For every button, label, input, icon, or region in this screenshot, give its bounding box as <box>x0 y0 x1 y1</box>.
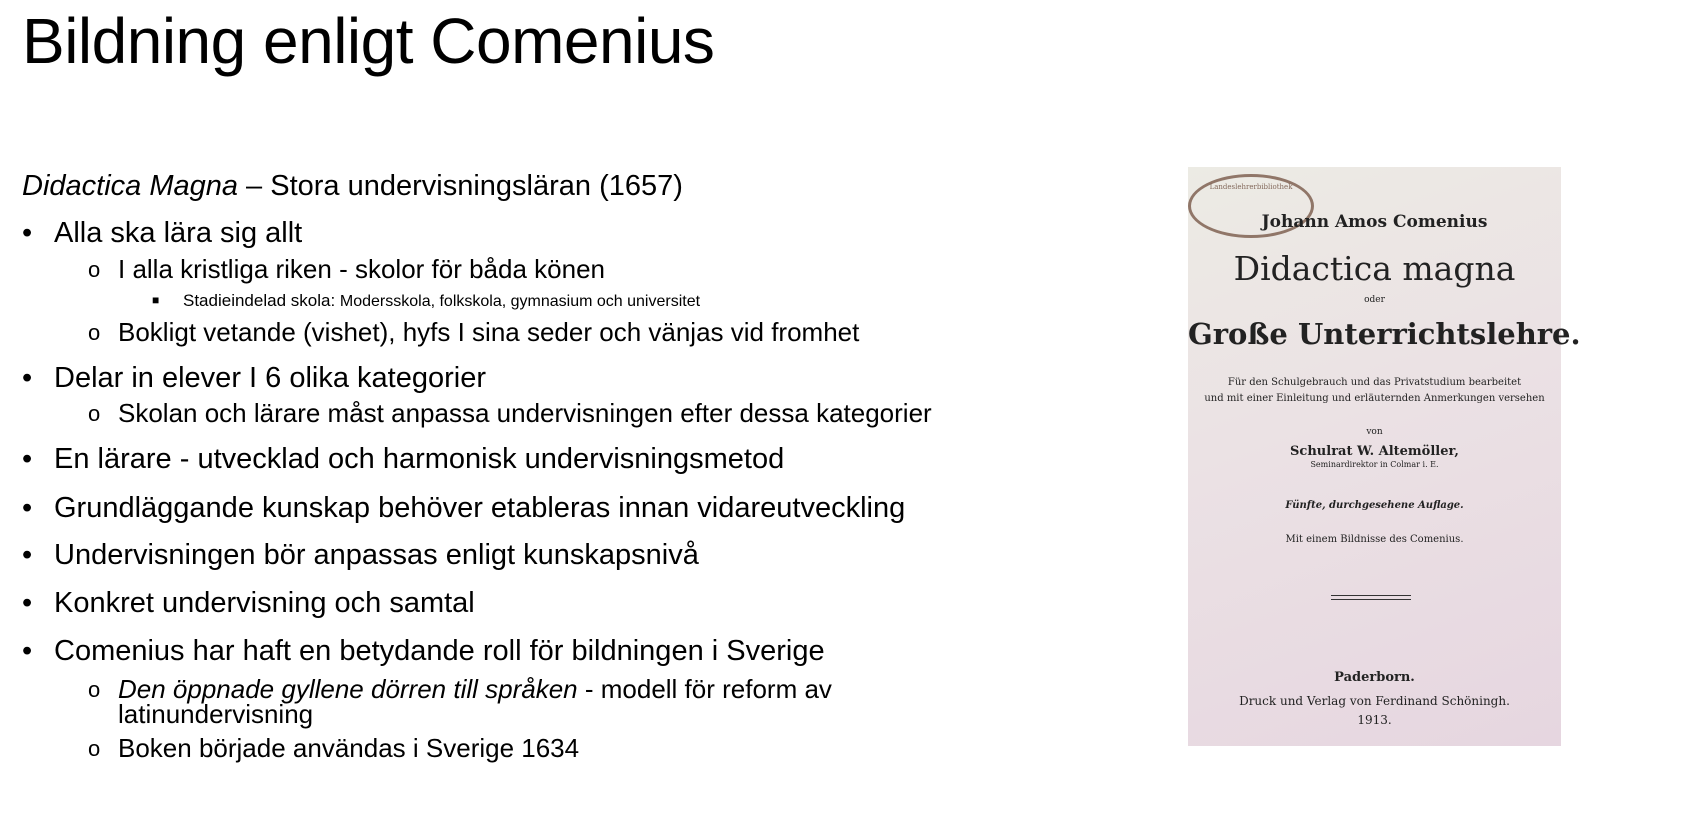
intro-italic: Didactica Magna <box>22 170 238 202</box>
circle-bullet-icon: o <box>88 736 101 761</box>
cover-title: Didactica magna <box>1233 249 1516 288</box>
list-item <box>183 292 700 310</box>
slide-title: Bildning enligt Comenius <box>22 5 715 77</box>
list-item: Delar in elever I 6 olika kategorier <box>54 362 486 394</box>
bullet-icon: • <box>22 539 33 571</box>
list-item: Grundläggande kunskap behöver etableras innan vidareutveckling <box>54 492 906 524</box>
book-title-italic: Den öppnade gyllene dörren till språken <box>118 674 578 704</box>
bullet-icon: • <box>22 635 33 667</box>
list-item: I alla kristliga riken - skolor för båda könen <box>118 254 606 284</box>
circle-bullet-icon: o <box>88 677 101 702</box>
bullet-icon: • <box>22 362 33 394</box>
cover-divider <box>1331 595 1411 600</box>
list-item: Alla ska lära sig allt <box>54 217 303 249</box>
circle-bullet-icon: o <box>88 401 101 426</box>
list-item: En lärare - utvecklad och harmonisk undervisningsmetod <box>54 443 785 475</box>
bullet-icon: • <box>22 492 33 524</box>
library-stamp: Landeslehrerbibliothek <box>1188 174 1314 238</box>
item-text: Modersskola, folkskola, gymnasium och universitet <box>339 293 701 310</box>
cover-editor: Schulrat W. Altemöller, <box>1290 444 1459 459</box>
cover-desc-1: Für den Schulgebrauch und das Privatstudium bearbeitet <box>1227 377 1522 388</box>
cover-publisher: Druck und Verlag von Ferdinand Schöningh. <box>1239 694 1510 708</box>
list-item: Boken började användas i Sverige 1634 <box>118 733 580 763</box>
list-item: Undervisningen bör anpassas enligt kunskapsnivå <box>54 539 699 571</box>
list-item: Konkret undervisning och samtal <box>54 587 475 619</box>
cover-edition: Fünfte, durchgesehene Auflage. <box>1285 500 1464 511</box>
square-bullet-icon: ■ <box>152 293 160 307</box>
item-text: - modell för reform av <box>577 674 832 704</box>
intro-text: – Stora undervisningsläran (1657) <box>238 170 683 202</box>
intro-line <box>22 172 683 201</box>
cover-subtitle: Große Unterrichtslehre. <box>1188 317 1581 351</box>
list-item: Bokligt vetande (vishet), hyfs I sina seder och vänjas vid fromhet <box>118 317 860 347</box>
cover-city: Paderborn. <box>1334 670 1415 685</box>
cover-von: von <box>1366 427 1383 437</box>
cover-oder: oder <box>1364 295 1385 305</box>
cover-year: 1913. <box>1357 713 1392 727</box>
bullet-icon: • <box>22 443 33 475</box>
cover-desc-2: und mit einer Einleitung und erläuternden Anmerkungen versehen <box>1204 393 1545 404</box>
list-item-continuation: latinundervisning <box>118 699 314 729</box>
book-cover-image <box>1188 167 1581 746</box>
bullet-icon: • <box>22 217 33 249</box>
cover-author: Johann Amos Comenius <box>1261 212 1488 232</box>
cover-editor-role: Seminardirektor in Colmar i. E. <box>1310 460 1439 469</box>
circle-bullet-icon: o <box>88 257 101 282</box>
list-item: Comenius har haft en betydande roll för bildningen i Sverige <box>54 635 825 667</box>
list-item: Skolan och lärare måst anpassa undervisningen efter dessa kategorier <box>118 398 932 428</box>
circle-bullet-icon: o <box>88 320 101 345</box>
item-label: Stadieindelad skola: <box>183 291 340 310</box>
bullet-icon: • <box>22 587 33 619</box>
cover-portrait-note: Mit einem Bildnisse des Comenius. <box>1285 534 1464 545</box>
